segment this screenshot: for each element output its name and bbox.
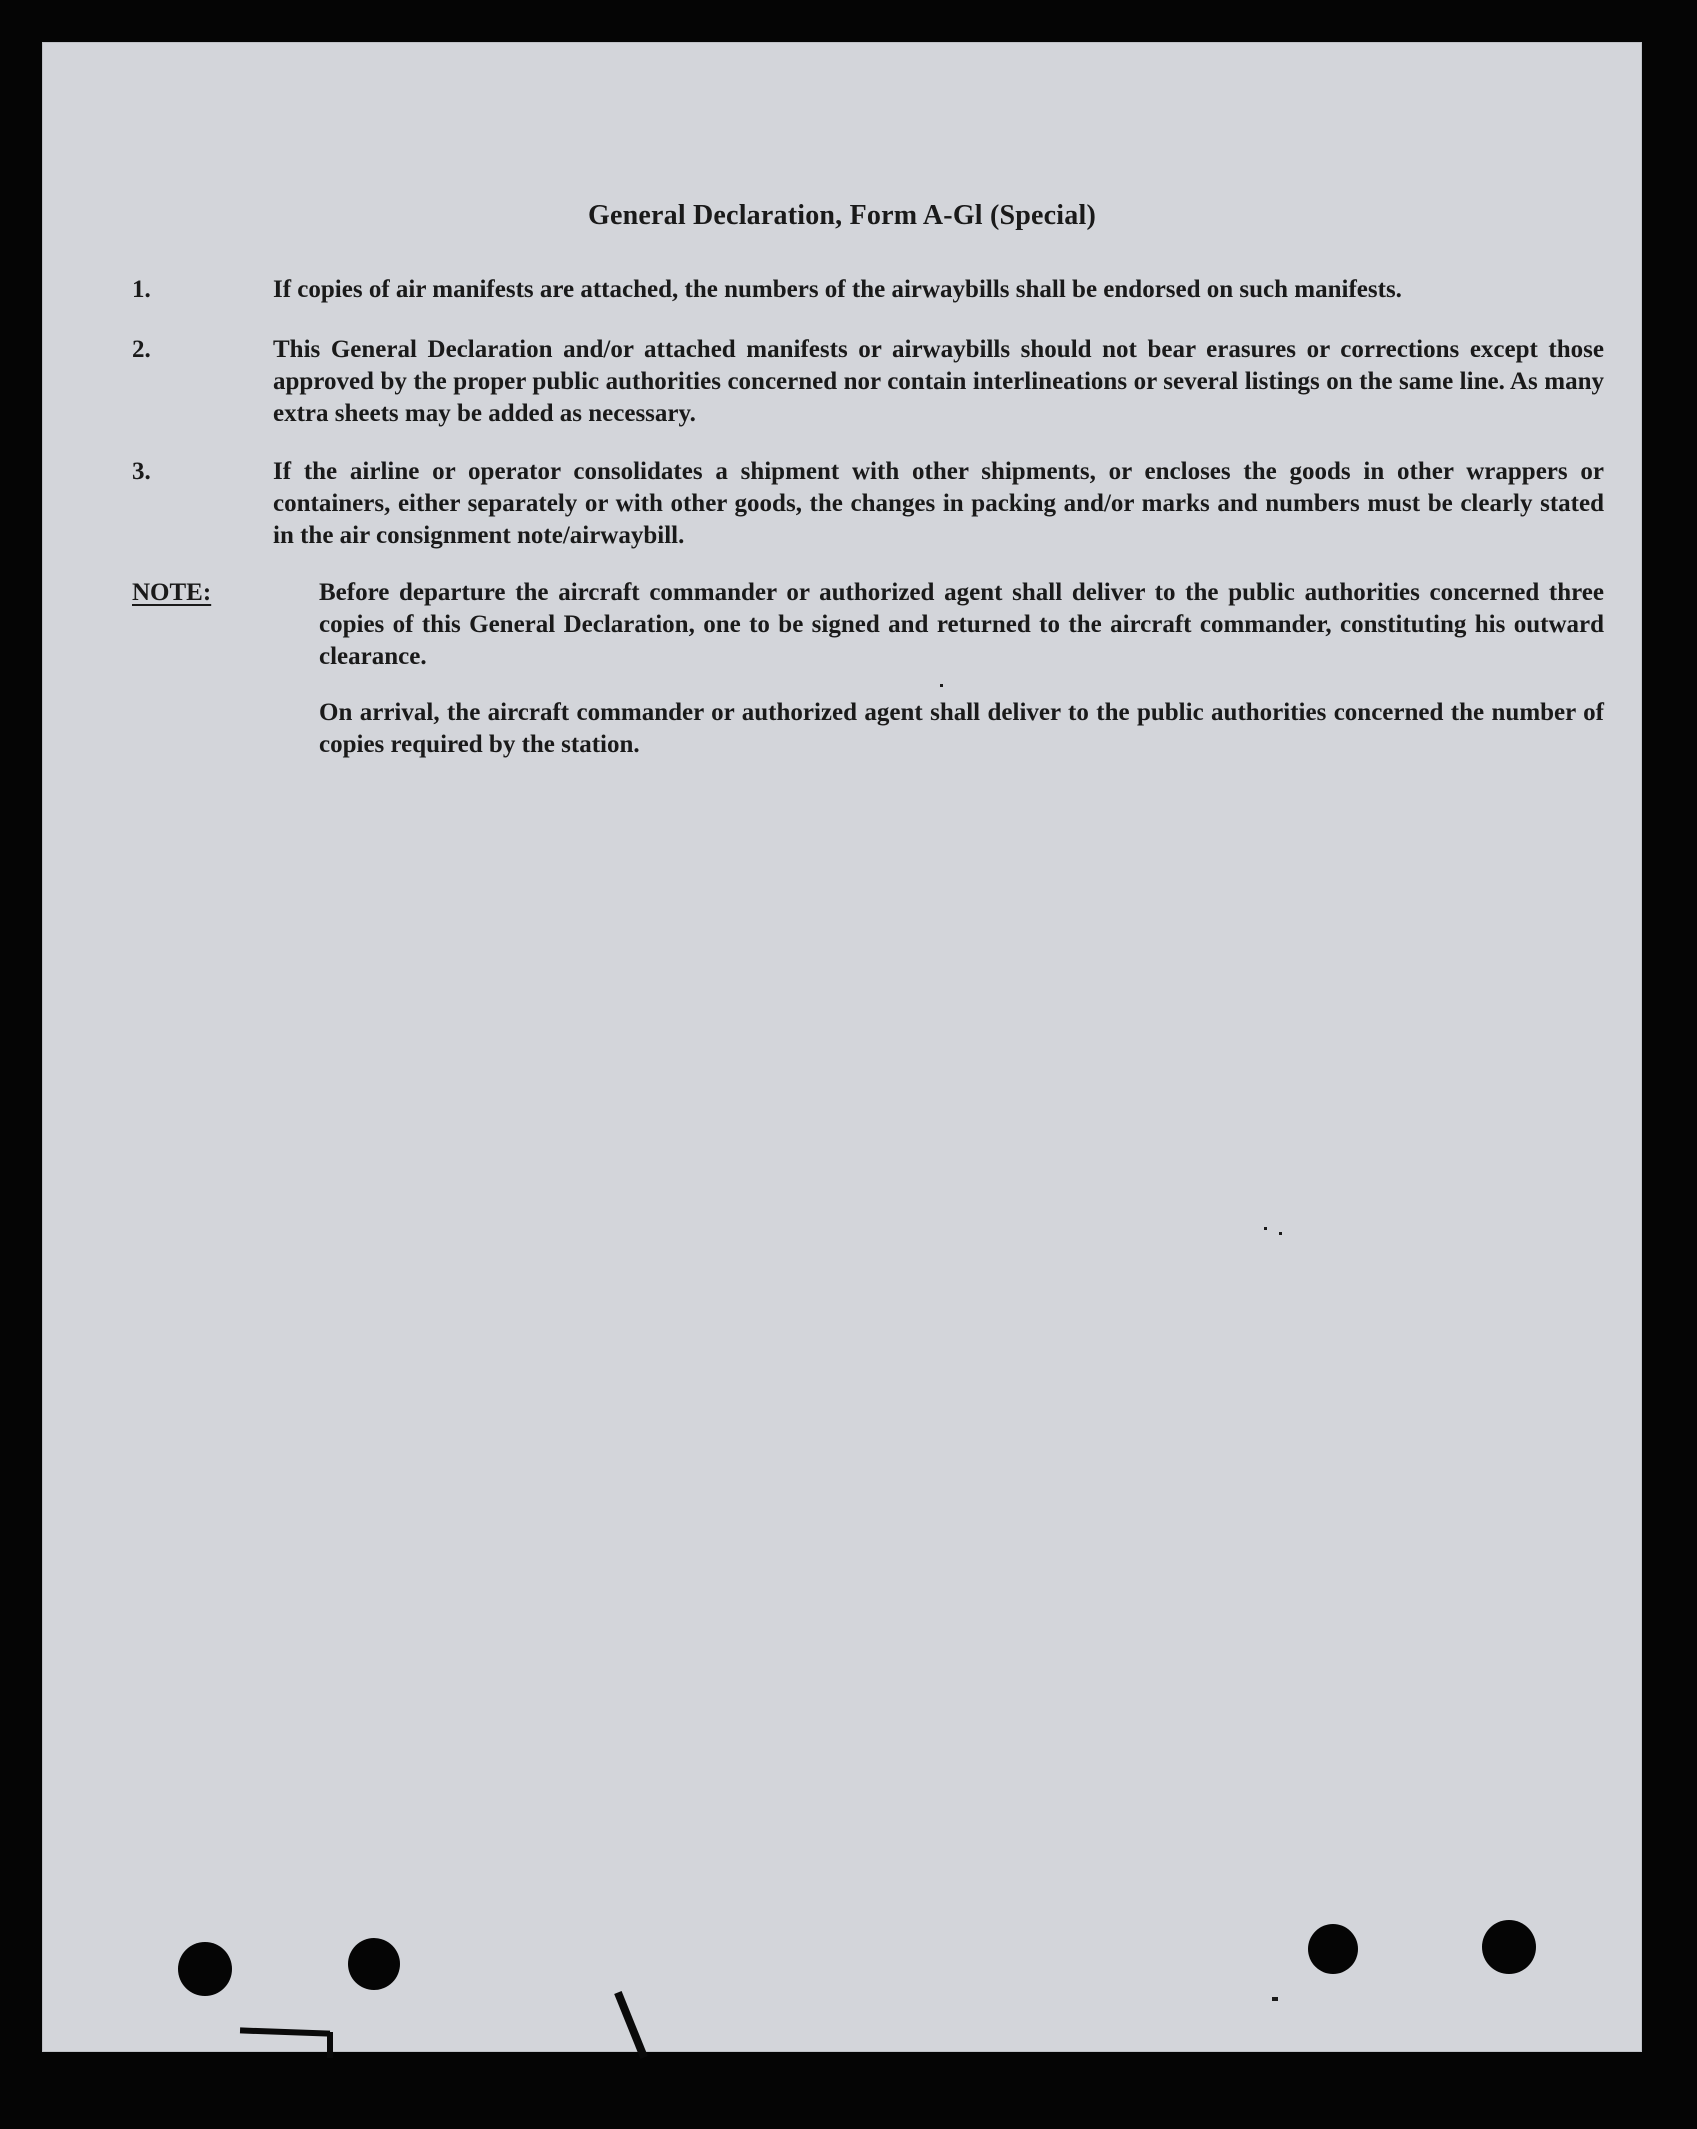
item-number: 2. <box>132 336 151 363</box>
punch-hole-left-1 <box>178 1942 232 1996</box>
list-item <box>132 334 1604 430</box>
item-text: If copies of air manifests are attached, the numbers of the airwaybills shall be endorsed on such manifests. <box>273 276 1402 303</box>
paper-tear-mark <box>614 1991 648 2059</box>
dust-speck <box>1279 1232 1282 1235</box>
note-block <box>132 577 1604 673</box>
list-item <box>132 456 1604 552</box>
paper-tear-mark <box>240 2027 330 2036</box>
dust-speck <box>1272 1997 1278 2001</box>
document-content <box>42 42 1642 2052</box>
dust-speck <box>940 684 943 687</box>
item-number: 1. <box>132 276 151 303</box>
document-title: General Declaration, Form A-Gl (Special) <box>588 200 1096 231</box>
item-number: 3. <box>132 458 151 485</box>
punch-hole-left-2 <box>348 1938 400 1990</box>
list-item <box>132 274 1604 306</box>
note-block-2 <box>132 697 1604 761</box>
paper-sheet <box>42 42 1642 2052</box>
note-paragraph-2: On arrival, the aircraft commander or authorized agent shall deliver to the public authorities concerned the number of copies required by the station. <box>319 699 1604 758</box>
punch-hole-right-2 <box>1482 1920 1536 1974</box>
dust-speck <box>1264 1227 1267 1230</box>
punch-hole-right-1 <box>1308 1924 1358 1974</box>
note-label: NOTE: <box>132 579 212 606</box>
paper-tear-mark <box>327 2032 333 2058</box>
item-text: This General Declaration and/or attached manifests or airwaybills should not bear erasures or corrections except those approved by the proper public authorities concerned nor contain interlineations or several listings on the same line. As many extra sheets may be added as necessary. <box>273 336 1604 427</box>
note-paragraph-1: Before departure the aircraft commander or authorized agent shall deliver to the public authorities concerned three copies of this General Declaration, one to be signed and returned to the aircraft commander, constituting his outward clearance. <box>319 579 1604 670</box>
item-text: If the airline or operator consolidates a shipment with other shipments, or encloses the goods in other wrappers or containers, either separately or with other goods, the changes in packing and/or marks and numbers must be clearly stated in the air consignment note/airwaybill. <box>273 458 1604 549</box>
